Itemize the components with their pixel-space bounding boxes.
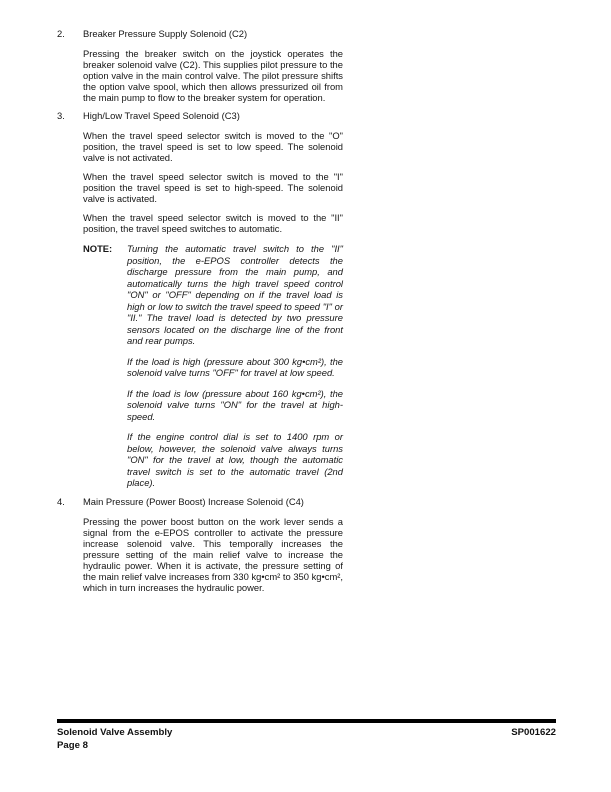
footer-doc-title: Solenoid Valve Assembly — [57, 727, 173, 738]
list-item-3 — [57, 110, 343, 489]
paragraph: Pressing the power boost button on the work lever sends a signal from the e-EPOS controller to activate the pressure increase solenoid valve. This temporally increases the pressure setting of the main relief valve to increase the hydraulic power. When it is activate, the pressure setting of the main relief valve increases from 330 kg•cm² to 350 kg•cm², which in turn increases the hydraulic power. — [83, 515, 343, 593]
note-paragraph: If the load is low (pressure about 160 kg•cm²), the solenoid valve turns "ON" for the travel at high-speed. — [127, 387, 343, 422]
list-item-heading — [57, 110, 343, 121]
note-paragraph: If the engine control dial is set to 1400 rpm or below, however, the solenoid valve always turns "ON" for the travel at low, though the automatic travel switch is set to the automatic travel (2nd place). — [127, 431, 343, 488]
list-item-body — [83, 48, 343, 103]
footer-divider — [57, 719, 556, 723]
list-item-body — [83, 516, 343, 593]
list-item-number: 4. — [57, 495, 65, 507]
list-item-title: Breaker Pressure Supply Solenoid (C2) — [83, 28, 248, 39]
note-block — [83, 243, 343, 489]
paragraph: When the travel speed selector switch is moved to the "I" position the travel speed is set to high-speed. The solenoid valve is activated. — [83, 171, 343, 204]
footer-text-row — [57, 727, 556, 752]
note-paragraph: If the load is high (pressure about 300 kg•cm²), the solenoid valve turns "OFF" for travel at low speed. — [127, 355, 343, 378]
footer-left — [57, 727, 172, 752]
paragraph: Pressing the breaker switch on the joystick operates the breaker solenoid valve (C2). This supplies pilot pressure to the option valve in the main control valve. The pilot pressure shifts the option valve spool, which then allows pressurized oil from the main pump to flow to the breaker system for operation. — [83, 48, 343, 103]
note-paragraph: Turning the automatic travel switch to the "II" position, the e-EPOS controller detects the discharge pressure from the main pump, and automatically turns the high travel speed control "ON" or "OFF" depending on if the travel load is high or low to switch the travel speed to speed "I" or "II." The travel load is detected by two pressure sensors located on the discharge line of the front and rear pumps. — [127, 243, 343, 346]
list-item-number: 2. — [57, 28, 65, 39]
list-item-heading — [57, 28, 343, 39]
list-item-body — [83, 130, 343, 489]
list-item-title: Main Pressure (Power Boost) Increase Solenoid (C4) — [83, 495, 304, 507]
list-item-2 — [57, 28, 343, 103]
list-item-heading — [57, 496, 343, 507]
footer-doc-number: SP001622 — [511, 727, 556, 738]
paragraph: When the travel speed selector switch is moved to the "O" position, the travel speed is set to low speed. The solenoid valve is not activated. — [83, 130, 343, 163]
page-content — [57, 28, 343, 600]
page-footer — [57, 719, 556, 752]
list-item-number: 3. — [57, 110, 65, 121]
note-label: NOTE: — [83, 243, 113, 254]
paragraph: When the travel speed selector switch is moved to the "II" position, the travel speed switches to automatic. — [83, 212, 343, 234]
footer-page-label: Page 8 — [57, 739, 88, 751]
list-item-4 — [57, 496, 343, 593]
list-item-title: High/Low Travel Speed Solenoid (C3) — [83, 110, 240, 121]
note-body — [127, 243, 343, 489]
